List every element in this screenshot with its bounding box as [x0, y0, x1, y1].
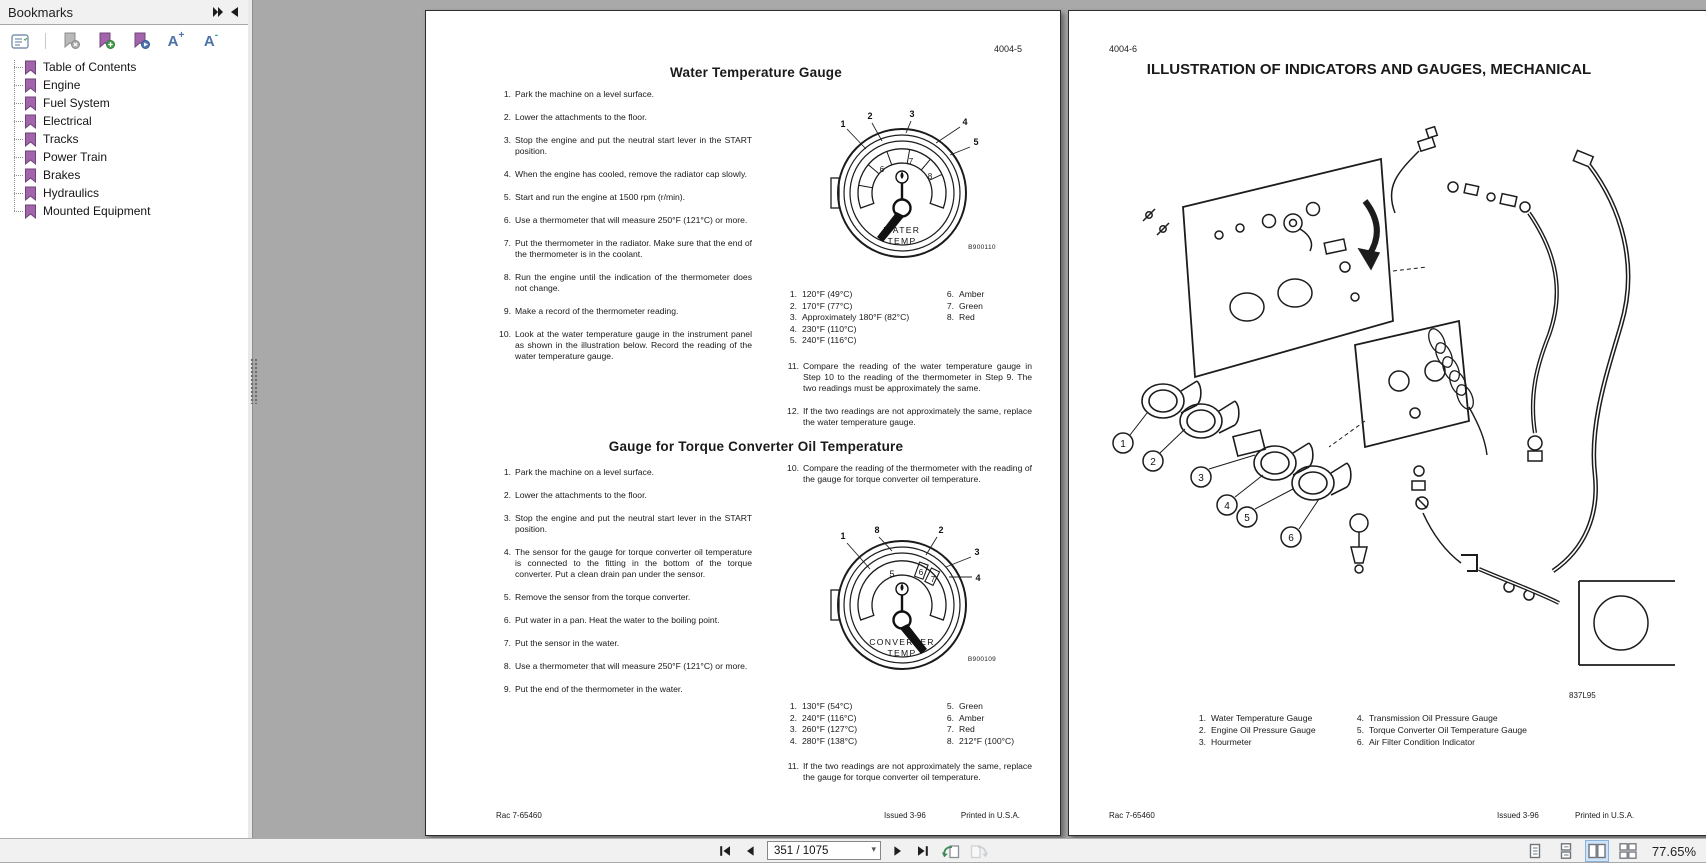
- step-text: Start and run the engine at 1500 rpm (r/min).: [515, 192, 686, 202]
- procedure-step: [786, 761, 1032, 783]
- page-number-box: [767, 841, 881, 860]
- page-dropdown-caret-icon[interactable]: ▾: [871, 844, 876, 854]
- step-text: Look at the water temperature gauge in the instrument panel as shown in the illustration below. Record the reading of the water temperature gauge.: [515, 329, 752, 361]
- figure-code: 837L95: [1569, 691, 1596, 700]
- goto-bookmark-icon[interactable]: [131, 32, 151, 50]
- svg-text:4: 4: [975, 573, 981, 583]
- procedure-step: [786, 361, 1032, 394]
- legend-row: 8. 212°F (100°C): [946, 735, 1015, 746]
- svg-text:4: 4: [962, 117, 968, 127]
- illustration-legend: [1195, 712, 1527, 748]
- procedure-step: [498, 661, 752, 672]
- legend-row: 4. 280°F (138°C): [789, 735, 858, 746]
- procedure-step: [786, 463, 1032, 485]
- procedure-step: [498, 272, 752, 294]
- bookmark-label: Power Train: [43, 150, 108, 164]
- step-number: 12.: [787, 405, 799, 416]
- legend-row: 3. Hourmeter: [1198, 737, 1252, 747]
- bookmark-ribbon-icon: [24, 78, 37, 93]
- legend-row: 7. Red: [946, 724, 975, 734]
- bookmarks-toolbar: [0, 25, 248, 54]
- converter-temp-gauge-figure: [780, 493, 1030, 693]
- legend-row: 3. Approximately 180°F (82°C): [789, 312, 910, 322]
- procedure-step: [498, 112, 752, 123]
- bookmark-label: Fuel System: [43, 96, 110, 110]
- procedure-step: [498, 135, 752, 157]
- view-mode-group: [1524, 839, 1696, 863]
- section1-figure-column: [786, 81, 1032, 440]
- step-number: 9.: [503, 306, 511, 316]
- svg-text:WATER: WATER: [883, 225, 921, 235]
- last-page-button[interactable]: [915, 842, 931, 860]
- step-text: If the two readings are not approximately the same, replace the water temperature gauge.: [803, 405, 1032, 427]
- legend-row: 5. 240°F (116°C): [789, 335, 857, 345]
- step-number: 10.: [787, 463, 799, 473]
- bookmarks-tree: [10, 58, 248, 220]
- step-text: Use a thermometer that will measure 250°F (121°C) or more.: [515, 661, 748, 671]
- svg-text:6: 6: [918, 568, 924, 577]
- bookmark-item[interactable]: [10, 130, 248, 148]
- legend-row: 2. Engine Oil Pressure Gauge: [1198, 725, 1316, 735]
- svg-text:B900110: B900110: [968, 244, 996, 251]
- procedure-step: [498, 238, 752, 260]
- bookmark-ribbon-icon: [24, 60, 37, 75]
- bookmark-item[interactable]: [10, 112, 248, 130]
- section2-title: Gauge for Torque Converter Oil Temperature: [608, 439, 904, 454]
- step-number: 11.: [787, 761, 799, 771]
- illustration-title: ILLUSTRATION OF INDICATORS AND GAUGES, MECHANICAL: [1146, 61, 1592, 78]
- step-number: 2.: [503, 112, 511, 122]
- step-number: 6.: [503, 615, 511, 625]
- exploded-view-illustration: [1097, 95, 1677, 667]
- svg-text:3: 3: [1198, 473, 1204, 484]
- step-text: Lower the attachments to the floor.: [515, 490, 647, 500]
- bookmarks-panel: [0, 0, 248, 838]
- bookmark-item[interactable]: [10, 202, 248, 220]
- legend-row: 5. Green: [946, 701, 983, 711]
- procedure-step: [786, 406, 1032, 428]
- legend-row: 4. 230°F (110°C): [789, 323, 857, 334]
- svg-text:TEMP: TEMP: [887, 236, 917, 246]
- bookmark-label: Tracks: [43, 132, 79, 146]
- bookmark-label: Brakes: [43, 168, 81, 182]
- page-footer: [426, 811, 1060, 823]
- legend-row: 3. 260°F (127°C): [789, 724, 858, 734]
- legend-row: 4. Transmission Oil Pressure Gauge: [1356, 713, 1498, 723]
- legend-row: 7. Green: [946, 300, 983, 311]
- legend-row: 8. Red: [946, 312, 975, 322]
- svg-text:7: 7: [908, 157, 914, 166]
- footer-issued: Issued 3-96: [884, 811, 926, 820]
- step-text: The sensor for the gauge for torque converter oil temperature is connected to the fitting in the bottom of the torque converter. Put a clean drain pan under the sensor.: [515, 547, 752, 579]
- step-number: 6.: [503, 215, 511, 225]
- section2-steps-column: [498, 467, 752, 707]
- bookmark-label: Hydraulics: [43, 186, 100, 200]
- step-number: 5.: [503, 592, 511, 602]
- procedure-step: [498, 467, 752, 478]
- step-number: 11.: [787, 360, 799, 371]
- bookmark-label: Table of Contents: [43, 60, 137, 74]
- bookmark-label: Electrical: [43, 114, 92, 128]
- footer-printed: Printed in U.S.A.: [960, 811, 1020, 820]
- svg-text:7: 7: [930, 575, 936, 584]
- legend-row: 6. Amber: [946, 712, 985, 723]
- step-text: Put water in a pan. Heat the water to the boiling point.: [515, 615, 720, 625]
- bookmark-item[interactable]: [10, 94, 248, 112]
- legend-row: 1. 130°F (54°C): [789, 701, 853, 711]
- previous-page-button[interactable]: [742, 842, 758, 860]
- bookmarks-panel-title: Bookmarks: [8, 4, 74, 20]
- page-footer: [1069, 811, 1706, 823]
- first-page-button[interactable]: [717, 842, 733, 860]
- svg-text:CONVERTER: CONVERTER: [869, 637, 935, 647]
- procedure-step: [498, 89, 752, 100]
- section2-figure-column: [786, 463, 1032, 795]
- step-number: 3.: [503, 135, 511, 145]
- bookmark-ribbon-icon: [24, 96, 37, 111]
- bottom-toolbar: [0, 838, 1706, 862]
- step-number: 1.: [503, 467, 511, 477]
- svg-text:5: 5: [973, 137, 979, 147]
- step-text: Remove the sensor from the torque converter.: [515, 592, 691, 602]
- diagram-callouts: [1113, 433, 1301, 547]
- step-text: Stop the engine and put the neutral start lever in the START position.: [515, 513, 752, 534]
- legend-row: 2. 170°F (77°C): [789, 300, 853, 311]
- svg-text:1: 1: [840, 531, 846, 541]
- step-number: 3.: [503, 513, 511, 523]
- section1-title: Water Temperature Gauge: [670, 65, 842, 80]
- bookmark-item[interactable]: [10, 166, 248, 184]
- procedure-step: [498, 592, 752, 603]
- page-number-input[interactable]: [768, 845, 860, 857]
- step-number: 1.: [503, 89, 511, 99]
- svg-text:3: 3: [909, 109, 915, 119]
- svg-text:5: 5: [1244, 513, 1250, 524]
- legend-row: 2. 240°F (116°C): [789, 712, 857, 723]
- step-text: Make a record of the thermometer reading.: [515, 306, 679, 316]
- bookmark-item[interactable]: [10, 148, 248, 166]
- facing-pages-view-icon[interactable]: [1586, 841, 1608, 861]
- zoom-level: 77.65%: [1651, 843, 1696, 859]
- footer-doc-code: Rac 7-65460: [1109, 811, 1155, 820]
- bookmark-item[interactable]: [10, 58, 248, 76]
- procedure-step: [498, 215, 752, 226]
- bookmark-label: Mounted Equipment: [43, 204, 151, 218]
- pdf-page-right: [1068, 10, 1706, 836]
- footer-issued: Issued 3-96: [1497, 811, 1539, 820]
- step-number: 4.: [503, 169, 511, 179]
- step-number: 4.: [503, 547, 511, 557]
- svg-text:B900109: B900109: [967, 656, 997, 663]
- svg-text:TEMP: TEMP: [887, 648, 917, 658]
- water-temp-gauge-figure: [780, 81, 1030, 281]
- bookmark-options-icon[interactable]: [10, 32, 30, 50]
- svg-text:5: 5: [889, 569, 895, 579]
- step-text: Stop the engine and put the neutral start lever in the START position.: [515, 135, 752, 156]
- step-number: 7.: [503, 238, 511, 248]
- section2-legend: [788, 701, 1032, 747]
- continuous-facing-view-icon[interactable]: [1617, 841, 1639, 861]
- continuous-view-icon[interactable]: [1555, 841, 1577, 861]
- procedure-step: [498, 513, 752, 535]
- bookmark-label: Engine: [43, 78, 81, 92]
- bookmarks-panel-header: [0, 0, 248, 25]
- svg-text:6: 6: [1288, 533, 1294, 544]
- section1-steps-column: [498, 89, 752, 374]
- procedure-step: [498, 615, 752, 626]
- bookmark-ribbon-icon: [24, 150, 37, 165]
- svg-text:1: 1: [840, 119, 846, 129]
- next-page-button[interactable]: [890, 842, 906, 860]
- legend-row: 5. Torque Converter Oil Temperature Gauge: [1356, 725, 1527, 735]
- svg-text:8: 8: [927, 172, 933, 181]
- step-number: 8.: [503, 661, 511, 671]
- step-text: When the engine has cooled, remove the radiator cap slowly.: [515, 169, 748, 179]
- page-number-header: 4004-5: [993, 44, 1022, 54]
- step-number: 9.: [503, 684, 511, 694]
- legend-row: 1. Water Temperature Gauge: [1198, 713, 1313, 723]
- font-letter: A: [203, 32, 215, 50]
- procedure-step: [498, 638, 752, 649]
- step-number: 5.: [503, 192, 511, 202]
- procedure-step: [498, 192, 752, 203]
- step-number: 2.: [503, 490, 511, 500]
- bookmark-ribbon-icon: [24, 132, 37, 147]
- procedure-step: [498, 490, 752, 501]
- pdf-page-left: [425, 10, 1061, 836]
- next-view-button[interactable]: [969, 842, 989, 860]
- section1-legend: [788, 289, 1032, 347]
- minus-sign: -: [214, 30, 219, 41]
- legend-row: 6. Air Filter Condition Indicator: [1356, 737, 1476, 747]
- step-text: If the two readings are not approximately the same, replace the gauge for torque converter oil temperature.: [803, 761, 1032, 782]
- step-number: 10.: [499, 329, 511, 339]
- procedure-step: [498, 329, 752, 362]
- step-text: Lower the attachments to the floor.: [515, 112, 647, 122]
- legend-row: 1. 120°F (49°C): [789, 289, 853, 299]
- procedure-step: [498, 547, 752, 580]
- delete-bookmark-icon[interactable]: [61, 32, 81, 50]
- collapse-panel-icon[interactable]: [226, 4, 242, 20]
- svg-text:2: 2: [867, 111, 873, 121]
- svg-text:3: 3: [974, 547, 980, 557]
- add-bookmark-icon[interactable]: [96, 32, 116, 50]
- single-page-view-icon[interactable]: [1524, 841, 1546, 861]
- document-viewport[interactable]: [254, 0, 1706, 838]
- step-number: 7.: [503, 638, 511, 648]
- bookmark-ribbon-icon: [24, 204, 37, 219]
- step-text: Run the engine until the indication of the thermometer does not change.: [515, 272, 752, 293]
- bookmark-item[interactable]: [10, 76, 248, 94]
- bookmark-ribbon-icon: [24, 168, 37, 183]
- svg-text:8: 8: [874, 525, 880, 535]
- page-number-header: 4004-6: [1109, 44, 1138, 54]
- step-text: Put the sensor in the water.: [515, 638, 620, 648]
- bookmark-ribbon-icon: [24, 114, 37, 129]
- step-text: Compare the reading of the water temperature gauge in Step 10 to the reading of the thermometer in Step 9. The two readings must be approximately the same.: [803, 360, 1032, 393]
- step-text: Put the end of the thermometer in the water.: [515, 684, 683, 694]
- legend-row: 6. Amber: [946, 289, 985, 299]
- decrease-font-icon[interactable]: [201, 32, 221, 50]
- increase-font-icon[interactable]: [166, 32, 186, 50]
- step-text: Compare the reading of the thermometer with the reading of the gauge for torque converter oil temperature.: [803, 463, 1032, 484]
- svg-text:2: 2: [1150, 457, 1156, 468]
- step-number: 8.: [503, 272, 511, 282]
- expand-all-icon[interactable]: [210, 4, 226, 20]
- procedure-step: [498, 169, 752, 180]
- step-text: Park the machine on a level surface.: [515, 89, 655, 99]
- step-text: Put the thermometer in the radiator. Make sure that the end of the thermometer is in the coolant.: [515, 238, 752, 259]
- step-text: Park the machine on a level surface.: [515, 467, 655, 477]
- bookmark-ribbon-icon: [24, 186, 37, 201]
- footer-doc-code: Rac 7-65460: [496, 811, 542, 820]
- previous-view-button[interactable]: [940, 842, 960, 860]
- footer-printed: Printed in U.S.A.: [1575, 811, 1635, 820]
- font-letter: A: [167, 32, 179, 50]
- procedure-step: [498, 684, 752, 695]
- panel-splitter[interactable]: [248, 0, 253, 838]
- plus-sign: +: [178, 30, 185, 41]
- procedure-step: [498, 306, 752, 317]
- svg-text:1: 1: [1120, 439, 1126, 450]
- svg-text:4: 4: [1224, 501, 1230, 512]
- svg-text:2: 2: [938, 525, 944, 535]
- bookmark-item[interactable]: [10, 184, 248, 202]
- svg-text:6: 6: [879, 165, 885, 174]
- toolbar-divider: [45, 33, 46, 49]
- step-text: Use a thermometer that will measure 250°F (121°C) or more.: [515, 215, 748, 225]
